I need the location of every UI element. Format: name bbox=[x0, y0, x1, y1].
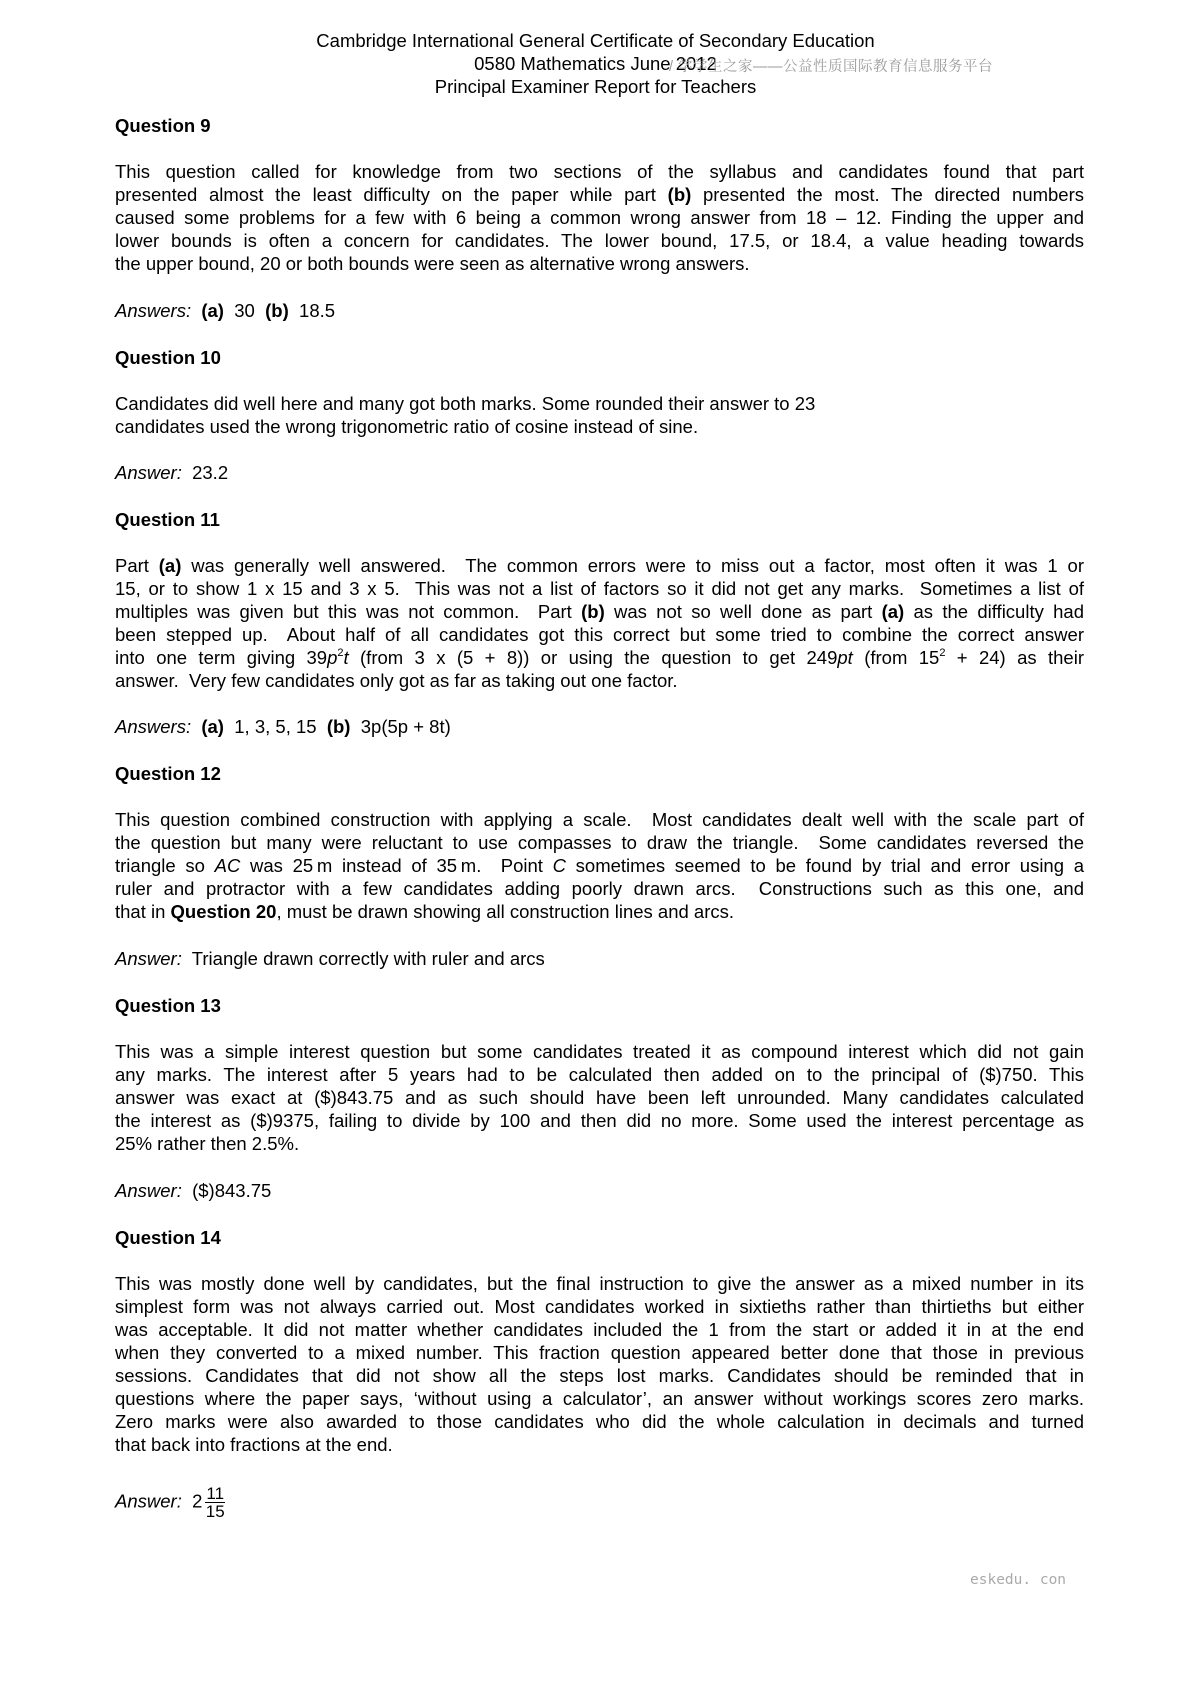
q9-line: caused some problems for a few with 6 being a common wrong answer from 18 – 12. Finding the upper and bbox=[115, 207, 1084, 228]
question-14-body bbox=[115, 1272, 1084, 1456]
q9-line: This question called for knowledge from two sections of the syllabus and candidates found that part bbox=[115, 161, 1084, 182]
header-line-1: Cambridge International General Certificate of Secondary Education bbox=[316, 30, 875, 51]
q13-line: any marks. The interest after 5 years had to be calculated then added on to the principal of ($)750. This bbox=[115, 1064, 1084, 1085]
q14-line: Zero marks were also awarded to those candidates who did the whole calculation in decimals and turned bbox=[115, 1411, 1084, 1432]
question-9-heading: Question 9 bbox=[115, 115, 211, 136]
q14-line: sessions. Candidates that did not show all the steps lost marks. Candidates should be reminded that in bbox=[115, 1365, 1084, 1386]
q9-line: lower bounds is often a concern for candidates. The lower bound, 17.5, or 18.4, a value heading towards bbox=[115, 230, 1084, 251]
mixed-fraction: $\frac{11}{15}$ bbox=[205, 1484, 225, 1521]
q13-line: the interest as ($)9375, failing to divide by 100 and then did no more. Some used the interest percentage as bbox=[115, 1110, 1084, 1131]
question-11-body: Part (a) was generally well answered. The common errors were to miss out a factor, most often it was 1 or 15, or to show 1 x 15 and 3 x 5. This was not a list of factors so it did not get any marks. Sometimes a list of multiples was given but this was not common. Part (b) was not so well done as part (a) as the difficulty had been stepped up. About half of all candidates got this correct but some tried to combine the correct answer into one term giving $39p^2t$ (from 3 x (5 + 8)) or using the question to get 249pt (from $15^2 + 24$) as their answer. Very few candidates only got as far as taking out one factor. bbox=[115, 555, 1084, 691]
q14-line: was acceptable. It did not matter whether candidates included the 1 from the start or added it in at the end bbox=[115, 1319, 1084, 1340]
header-line-3: Principal Examiner Report for Teachers bbox=[434, 76, 757, 97]
q14-line: when they converted to a mixed number. This fraction question appeared better done that those in previous bbox=[115, 1342, 1084, 1363]
q14-line: that back into fractions at the end. bbox=[115, 1434, 393, 1455]
question-13-answer: Answer: ($)843.75 bbox=[115, 1180, 272, 1201]
question-14-heading: Question 14 bbox=[115, 1227, 221, 1248]
q9-line: presented almost the least difficulty on the paper while part (b) presented the most. The directed numbers bbox=[115, 184, 1085, 205]
q13-line: answer was exact at ($)843.75 and as such should have been left unrounded. Many candidates calculated bbox=[115, 1087, 1084, 1108]
question-12-answer: Answer: Triangle drawn correctly with ruler and arcs bbox=[115, 948, 545, 969]
watermark-top: / 学学生之家——公益性质国际教育信息服务平台 bbox=[669, 59, 994, 75]
q14-line: simplest form was not always carried out. Most candidates worked in sixtieths rather than thirtieths but either bbox=[115, 1296, 1084, 1317]
question-13-heading: Question 13 bbox=[115, 995, 221, 1016]
q14-line: This was mostly done well by candidates, but the final instruction to give the answer as a mixed number in its bbox=[115, 1273, 1084, 1294]
question-12-heading: Question 12 bbox=[115, 763, 221, 784]
question-11-answer: Answers: (a) 1, 3, 5, 15 (b) 3p(5p + 8t) bbox=[115, 716, 451, 737]
watermark-bottom: eskedu. con bbox=[970, 1572, 1067, 1588]
question-11-heading: Question 11 bbox=[115, 509, 220, 530]
header-line-2: 0580 Mathematics June 2012 bbox=[474, 53, 717, 74]
question-12-body: This question combined construction with applying a scale. Most candidates dealt well with the scale part of the question but many were reluctant to use compasses to draw the triangle. Some candidates reversed the triangle so AC was 25 m instead of 35 m. Point C sometimes seemed to be found by trial and error using a ruler and protractor with a few candidates adding poorly drawn arcs. Constructions such as this one, and that in Question 20, must be drawn showing all construction lines and arcs. bbox=[115, 809, 1084, 922]
question-13-body bbox=[115, 1040, 1084, 1155]
q13-line: This was a simple interest question but some candidates treated it as compound interest which did not gain bbox=[115, 1041, 1084, 1062]
q14-line: questions where the paper says, ‘without using a calculator’, an answer without workings scores zero marks. bbox=[115, 1388, 1084, 1409]
question-10-heading: Question 10 bbox=[115, 347, 221, 368]
question-10-answer: Answer: 23.2 bbox=[115, 462, 229, 483]
question-9-body bbox=[115, 160, 1084, 275]
question-9-answer: Answers: (a) 30 (b) 18.5 bbox=[115, 300, 336, 321]
q9-line: the upper bound, 20 or both bounds were seen as alternative wrong answers. bbox=[115, 253, 750, 274]
question-10-body bbox=[115, 392, 1084, 438]
q13-line: 25% rather then 2.5%. bbox=[115, 1133, 300, 1154]
question-14-answer: Answer: 2 $\frac{11}{15}$ bbox=[115, 1484, 225, 1521]
q10-line: Candidates did well here and many got both marks. Some rounded their answer to 23 bbox=[115, 393, 816, 414]
q10-line: candidates used the wrong trigonometric ratio of cosine instead of sine. bbox=[115, 416, 699, 437]
